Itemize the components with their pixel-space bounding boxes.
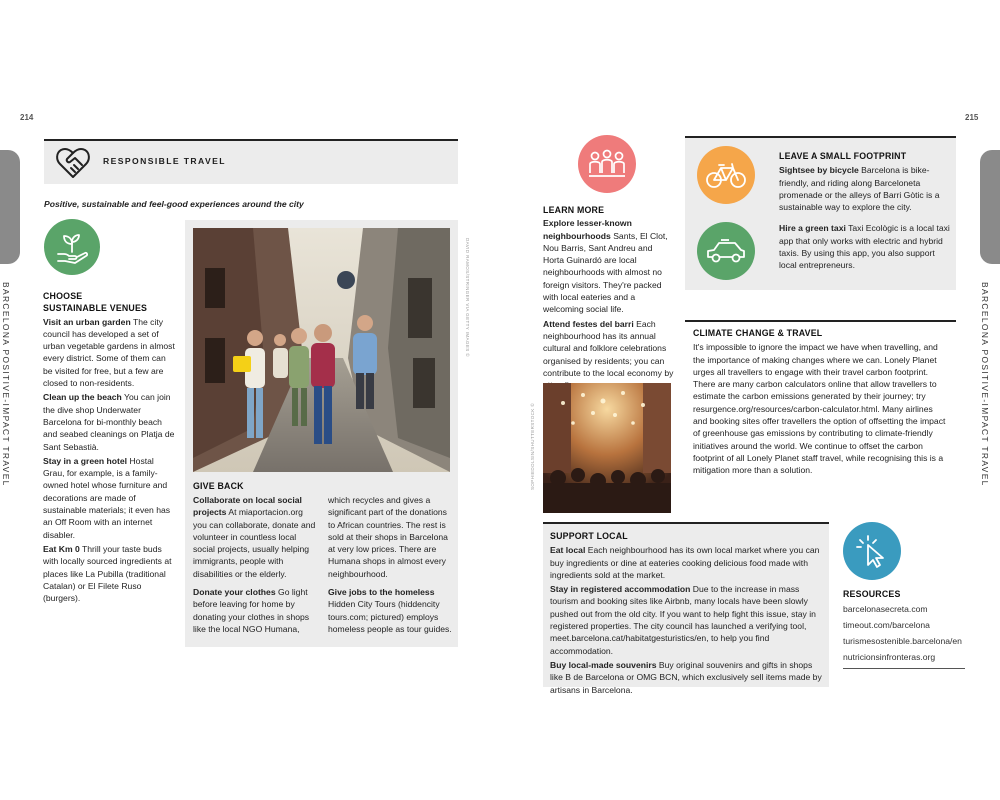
give-back-item: which recycles and gives a significant part of the donations to African countries. The rest is sold at their shops in Barcelona at very low prices. There are Humana shops in almost every neighbourhood. <box>328 495 448 579</box>
choose-item: Eat Km 0 Thrill your taste buds with locally sourced ingredients at places like La Pubilla (traditional Catalan) or El Filete Ruso (burgers). <box>43 543 172 604</box>
support-local-item: Buy local-made souvenirs Buy original souvenirs and gifts in shops like B de Barcelona or OMG BCN, which exclusively sell items made by artisans in Barcelona. <box>550 659 822 695</box>
choose-item: Clean up the beach You can join the dive shop Underwater Barcelona for bi-monthly beach and seabed cleanings on Platja de Sant Sebastià. <box>43 392 175 452</box>
climate-section <box>685 320 956 477</box>
footprint-panel <box>685 136 956 290</box>
support-local-text <box>550 530 824 698</box>
taxi-icon-circle <box>697 222 755 280</box>
street-tour-photo <box>193 228 450 472</box>
intro-line: Positive, sustainable and feel-good experiences around the city <box>44 199 304 209</box>
learn-more-heading: LEARN MORE <box>543 205 605 215</box>
left-photo-credit: DAVID RAMOS/STRINGER VIA GETTY IMAGES © <box>465 238 470 358</box>
bicycle-icon <box>705 160 747 190</box>
choose-heading-1: CHOOSE <box>43 291 83 301</box>
give-back-item: Collaborate on local social projects At miaportacion.org you can collaborate, donate and volunteer in countless local social projects, usually helping immigrants, people with disabilities or the elderly. <box>193 495 316 579</box>
climate-heading: CLIMATE CHANGE & TRAVEL <box>693 328 823 338</box>
support-local-heading: SUPPORT LOCAL <box>550 531 628 541</box>
give-back-col-1 <box>193 494 318 637</box>
give-back-panel <box>185 220 470 647</box>
right-photo-credit: SOPHIEDOLSIN/SHUTTERSTOCK © <box>530 402 535 490</box>
footprint-item: Hire a green taxi Taxi Ecològic is a local taxi app that only works with electric and hybrid taxis. By using this app, you also support local entrepreneurs. <box>779 223 950 271</box>
support-local-panel <box>543 522 829 695</box>
banner-title: RESPONSIBLE TRAVEL <box>103 156 226 166</box>
choose-item: Stay in a green hotel Hostal Grau, for example, is a family-owned hotel whose furniture and decorations are made of sustainable materials; it even has an Off Room with an internet disabler. <box>43 455 171 540</box>
taxi-icon <box>705 237 747 265</box>
give-back-item: Donate your clothes Go light before leaving for home by donating your clothes in shops like the local NGO Humana, <box>193 587 310 634</box>
resources-section <box>843 589 965 669</box>
left-running-title: BARCELONA POSITIVE-IMPACT TRAVEL <box>1 282 11 487</box>
choose-heading-2: SUSTAINABLE VENUES <box>43 303 148 314</box>
festival-photo <box>543 383 671 513</box>
footprint-heading: LEAVE A SMALL FOOTPRINT <box>779 151 907 161</box>
choose-item: Visit an urban garden The city council has developed a set of urban vegetable gardens in almost every district. Some of them can be visited for free, but a few are closed to non-residents. <box>43 316 175 389</box>
climate-text: It's impossible to ignore the impact we have when travelling, and the importance of making changes where we can. Lonely Planet urges all travellers to engage with their travel carbon footprint. There are many carbon calculators online that allow travellers to estimate the carbon emissions generated by their journey; try resurgence.org/resources/carbon-calculator.html. Many airlines and booking sites offer travellers the option of offsetting the impact of greenhouse gas emissions by contributing to climate-friendly initiatives around the world. We continue to offset the carbon footprint of all Lonely Planet staff travel, while recognising this is a mitigation more than a solution. <box>693 342 946 476</box>
right-thumb-tab <box>980 150 1000 264</box>
choose-venues-section <box>43 290 177 606</box>
resource-link[interactable]: turismesostenible.barcelona/en <box>843 636 962 646</box>
pointer-click-icon <box>854 533 890 569</box>
left-thumb-tab <box>0 150 20 264</box>
resource-link[interactable]: barcelonasecreta.com <box>843 604 928 614</box>
give-back-heading: GIVE BACK <box>193 481 244 491</box>
people-icon-circle <box>578 135 636 193</box>
support-local-item: Eat local Each neighbourhood has its own local market where you can buy ingredients or dine at eateries cooking delicious food made with ingredients sold at the market. <box>550 545 820 580</box>
learn-more-item: Attend festes del barri Each neighbourhood has its annual cultural and folklore celebrations organised by residents; you can contribute to the local economy by <box>543 318 674 378</box>
footprint-text <box>779 150 951 274</box>
resource-link[interactable]: timeout.com/barcelona <box>843 620 930 630</box>
learn-more-section <box>543 204 675 393</box>
right-running-title: BARCELONA POSITIVE-IMPACT TRAVEL <box>980 282 990 487</box>
support-local-item: Stay in registered accommodation Due to the increase in mass tourism and booking sites like Airbnb, many locals have been slowly pushed out from the old city. If you want to help fight this issue, stay in registered properties. The city council has launched a verifying tool, meet.barcelona.cat/habitatgesturistics/en, to help you find accommodation. <box>550 584 816 656</box>
bicycle-icon-circle <box>697 146 755 204</box>
people-group-icon <box>587 146 627 182</box>
learn-more-item: Explore lesser-known neighbourhoods Sants, El Clot, Nou Barris, Sant Andreu and Horta Guinardó are local neighbourhoods with almost no foreign visitors. They're packed with local eateries and a welcoming social life. <box>543 218 668 315</box>
plant-hand-icon <box>53 228 91 266</box>
right-page-number: 215 <box>965 113 979 122</box>
footprint-item: Sightsee by bicycle Barcelona is bike-friendly, and riding along Barceloneta promenade or the alleys of Barri Gòtic is a sustainable way to explore the city. <box>779 165 940 213</box>
resource-link[interactable]: nutricionsinfronteras.org <box>843 649 965 669</box>
handshake-icon <box>54 144 92 182</box>
resources-heading: RESOURCES <box>843 589 901 599</box>
responsible-travel-banner <box>44 139 458 184</box>
left-page-number: 214 <box>20 113 34 122</box>
cursor-icon-circle <box>843 522 901 580</box>
give-back-col-2 <box>328 494 452 637</box>
plant-icon-circle <box>44 219 100 275</box>
give-back-item: Give jobs to the homeless Hidden City Tours (hiddencity tours.com; pictured) employs homeless people as tour guides. <box>328 587 452 634</box>
